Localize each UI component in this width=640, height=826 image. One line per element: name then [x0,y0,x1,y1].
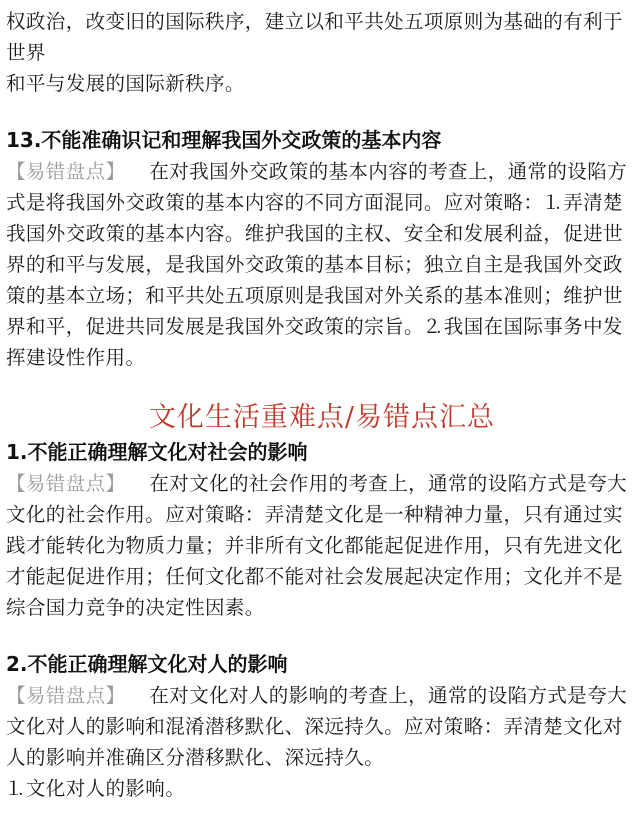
intro-line-1: 权政治，改变旧的国际秩序，建立以和平共处五项原则为基础的有利于世界 [6,10,623,64]
error-tag: 【易错盘点】 [6,472,126,495]
paragraph-culture-2 [6,680,638,773]
error-tag: 【易错盘点】 [6,160,126,183]
paragraph-culture-2-text: 在对文化对人的影响的考查上，通常的设陷方式是夸大文化对人的影响和混淆潜移默化、深远持久。应对策略：弄清楚文化对人的影响并准确区分潜移默化、深远持久。 [6,684,628,769]
heading-13: 13.不能准确识记和理解我国外交政策的基本内容 [6,128,442,152]
paragraph-13 [6,156,638,373]
list-item-1: ⒈文化对人的影响。 [6,777,186,800]
heading-culture-2: 2.不能正确理解文化对人的影响 [6,652,288,676]
error-tag: 【易错盘点】 [6,684,126,707]
intro-line-2: 和平与发展的国际新秩序。 [6,72,245,95]
section-title: 文化生活重难点/易错点汇总 [148,402,496,433]
spacer [6,623,638,649]
spacer [6,99,638,125]
document-page [6,0,638,804]
paragraph-culture-1 [6,468,638,623]
intro-paragraph [6,6,638,99]
paragraph-culture-1-text: 在对文化的社会作用的考查上，通常的设陷方式是夸大文化的社会作用。应对策略：弄清楚文化是一种精神力量，只有通过实践才能转化为物质力量；并非所有文化都能起促进作用，只有先进文化才能起促进作用；任何文化都不能对社会发展起决定作用；文化并不是综合国力竞争的决定性因素。 [6,472,628,619]
heading-culture-1: 1.不能正确理解文化对社会的影响 [6,440,308,464]
spacer [6,373,638,399]
paragraph-13-text: 在对我国外交政策的基本内容的考查上，通常的设陷方式是将我国外交政策的基本内容的不同方面混同。应对策略：⒈弄清楚我国外交政策的基本内容。维护我国的主权、安全和发展利益，促进世界的和平与发展，是我国外交政策的基本目标；独立自主是我国外交政策的基本立场；和平共处五项原则是我国对外关系的基本准则；维护世界和平，促进共同发展是我国外交政策的宗旨。⒉我国在国际事务中发挥建设性作用。 [6,160,628,369]
